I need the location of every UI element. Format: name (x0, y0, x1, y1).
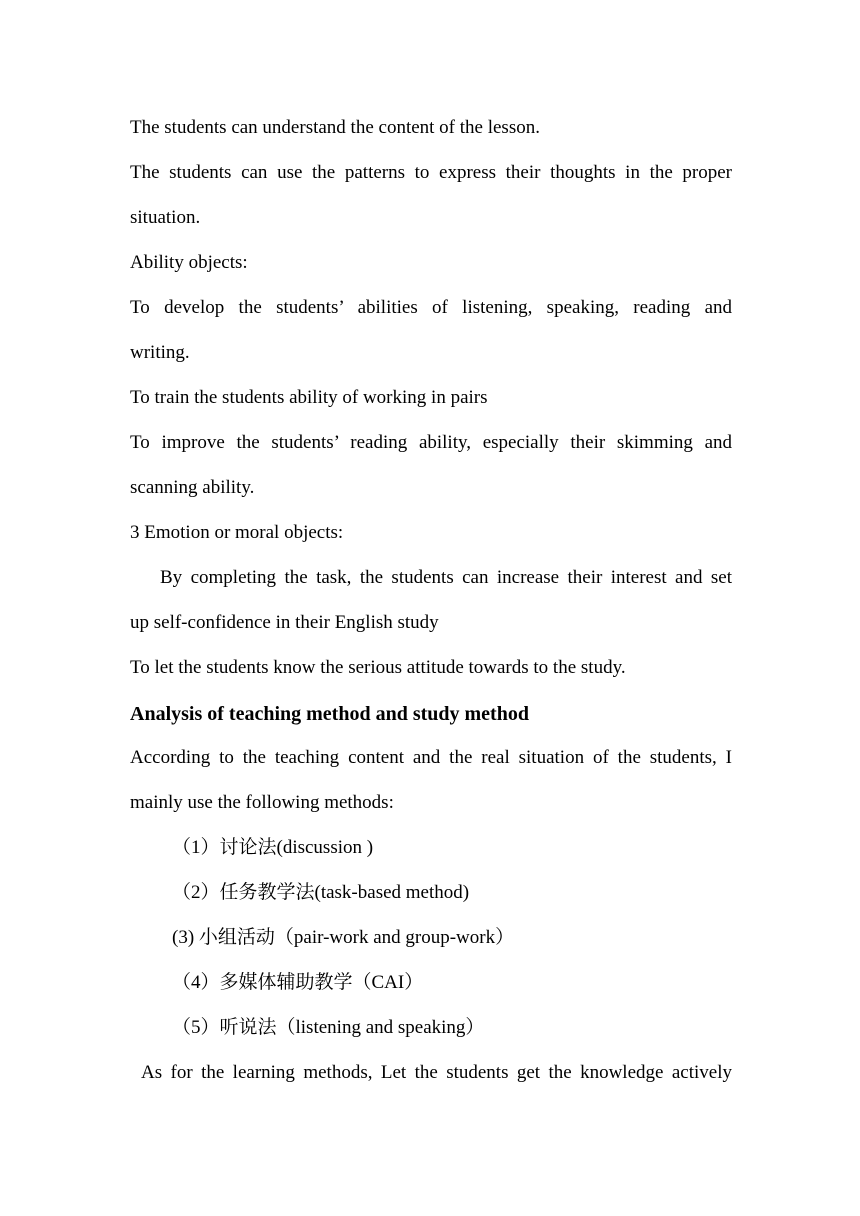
method-list-item: （4）多媒体辅助教学（CAI） (172, 972, 424, 993)
paragraph-line: To develop the students’ abilities of listening, speaking, reading and (130, 297, 732, 318)
paragraph-line: up self-confidence in their English study (130, 612, 439, 633)
paragraph-line: As for the learning methods, Let the students get the knowledge actively (141, 1062, 732, 1083)
paragraph-line: To let the students know the serious attitude towards to the study. (130, 657, 626, 678)
section-heading: Analysis of teaching method and study method (130, 703, 529, 725)
method-list-item: （5）听说法（listening and speaking） (172, 1017, 485, 1038)
subheading-emotion-objects: 3 Emotion or moral objects: (130, 522, 344, 543)
paragraph-line: mainly use the following methods: (130, 792, 394, 813)
method-list-item: （2）任务教学法(task-based method) (172, 882, 470, 903)
paragraph-line: The students can understand the content of the lesson. (130, 117, 540, 138)
method-list-item: (3) 小组活动（pair-work and group-work） (172, 927, 515, 948)
paragraph-line: writing. (130, 342, 190, 363)
paragraph-line: By completing the task, the students can increase their interest and set (160, 567, 732, 588)
paragraph-line: The students can use the patterns to express their thoughts in the proper (130, 162, 732, 183)
subheading-ability-objects: Ability objects: (130, 252, 248, 273)
method-list-item: （1）讨论法(discussion ) (172, 837, 374, 858)
paragraph-line: situation. (130, 207, 201, 228)
paragraph-line: To train the students ability of working in pairs (130, 387, 488, 408)
paragraph-line: According to the teaching content and the real situation of the students, I (130, 747, 732, 768)
paragraph-line: scanning ability. (130, 477, 255, 498)
paragraph-line: To improve the students’ reading ability, especially their skimming and (130, 432, 732, 453)
